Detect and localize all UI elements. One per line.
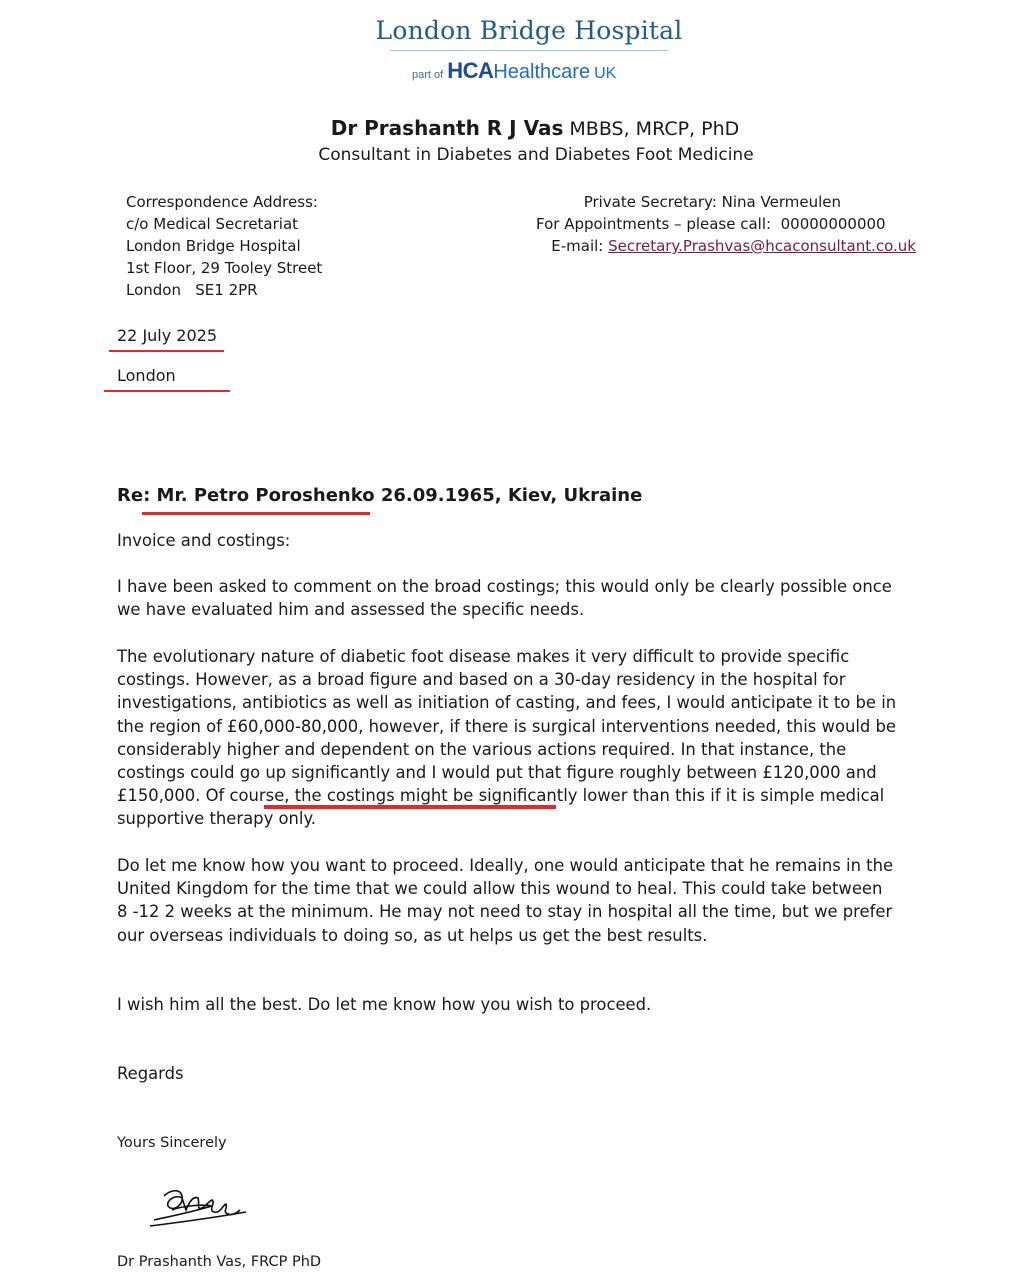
hca-wordmark: HCA: [447, 58, 494, 83]
doctor-name-line: [0, 116, 1022, 140]
closing-sincerely: Yours Sincerely: [117, 1135, 227, 1151]
letter-place: London: [117, 366, 176, 385]
healthcare-wordmark: Healthcare: [493, 61, 591, 83]
uk-wordmark: UK: [594, 65, 617, 82]
hospital-name-rule: [390, 50, 668, 51]
address-line: London Bridge Hospital: [126, 237, 301, 255]
doctor-qualifications: MBBS, MRCP, PhD: [569, 118, 740, 140]
signatory-name: Dr Prashanth Vas, FRCP PhD: [117, 1254, 322, 1270]
body-paragraph: Invoice and costings:: [117, 531, 291, 550]
appointments-phone: For Appointments – please call: 00000000000: [536, 215, 886, 233]
body-paragraph: The evolutionary nature of diabetic foot disease makes it very difficult to provide specific costings. However, as a broad figure and based on a 30-day residency in the hospital for investigations, antibiotics as well as initiation of casting, and fees, I would anticipate it to be in the region of £60,000-80,000, however, if there is surgical interventions needed, this would be considerably higher and dependent on the various actions required. In that instance, the costings could go up significantly and I would put that figure roughly between £120,000 and £150,000. Of course, the costings might be significantly lower than this if it is simple medical supportive therapy only.: [117, 647, 897, 829]
doctor-title: Consultant in Diabetes and Diabetes Foot Medicine: [318, 145, 754, 165]
address-line: 1st Floor, 29 Tooley Street: [126, 259, 323, 277]
email-link[interactable]: Secretary.Prashvas@hcaconsultant.co.uk: [608, 237, 916, 255]
closing-regards: Regards: [117, 1064, 184, 1083]
address-line: London SE1 2PR: [126, 281, 258, 299]
part-of-label: part of: [412, 69, 444, 81]
private-secretary: Private Secretary: Nina Vermeulen: [583, 193, 841, 211]
amount-red-underline: [264, 805, 556, 809]
subject-red-underline: [142, 512, 370, 515]
email-label: E-mail:: [551, 237, 609, 255]
email-line: [536, 235, 916, 257]
body-paragraph: I wish him all the best. Do let me know how you wish to proceed.: [117, 995, 652, 1014]
letter-date: 22 July 2025: [117, 326, 218, 345]
body-paragraph: I have been asked to comment on the broad costings; this would only be clearly possible once we have evaluated him and assessed the specific needs.: [117, 577, 892, 620]
handwritten-signature: [142, 1176, 252, 1234]
date-red-underline: [109, 350, 224, 352]
address-line: c/o Medical Secretariat: [126, 215, 299, 233]
doctor-name: Dr Prashanth R J Vas: [330, 116, 564, 140]
correspondence-address: [126, 191, 322, 301]
subject-line: Re: Mr. Petro Poroshenko 26.09.1965, Kiev, Ukraine: [117, 485, 643, 506]
contact-block: [536, 191, 916, 257]
place-red-underline: [104, 390, 230, 392]
address-line: Correspondence Address:: [126, 193, 318, 211]
hospital-name: London Bridge Hospital: [375, 16, 683, 45]
hca-healthcare-logo: [412, 58, 616, 84]
body-paragraph: Do let me know how you want to proceed. Ideally, one would anticipate that he remains in the United Kingdom for the time that we could allow this wound to heal. This could take between 8 -12 2 weeks at the minimum. He may not need to stay in hospital all the time, but we prefer our overseas individuals to doing so, as ut helps us get the best results.: [117, 856, 894, 945]
